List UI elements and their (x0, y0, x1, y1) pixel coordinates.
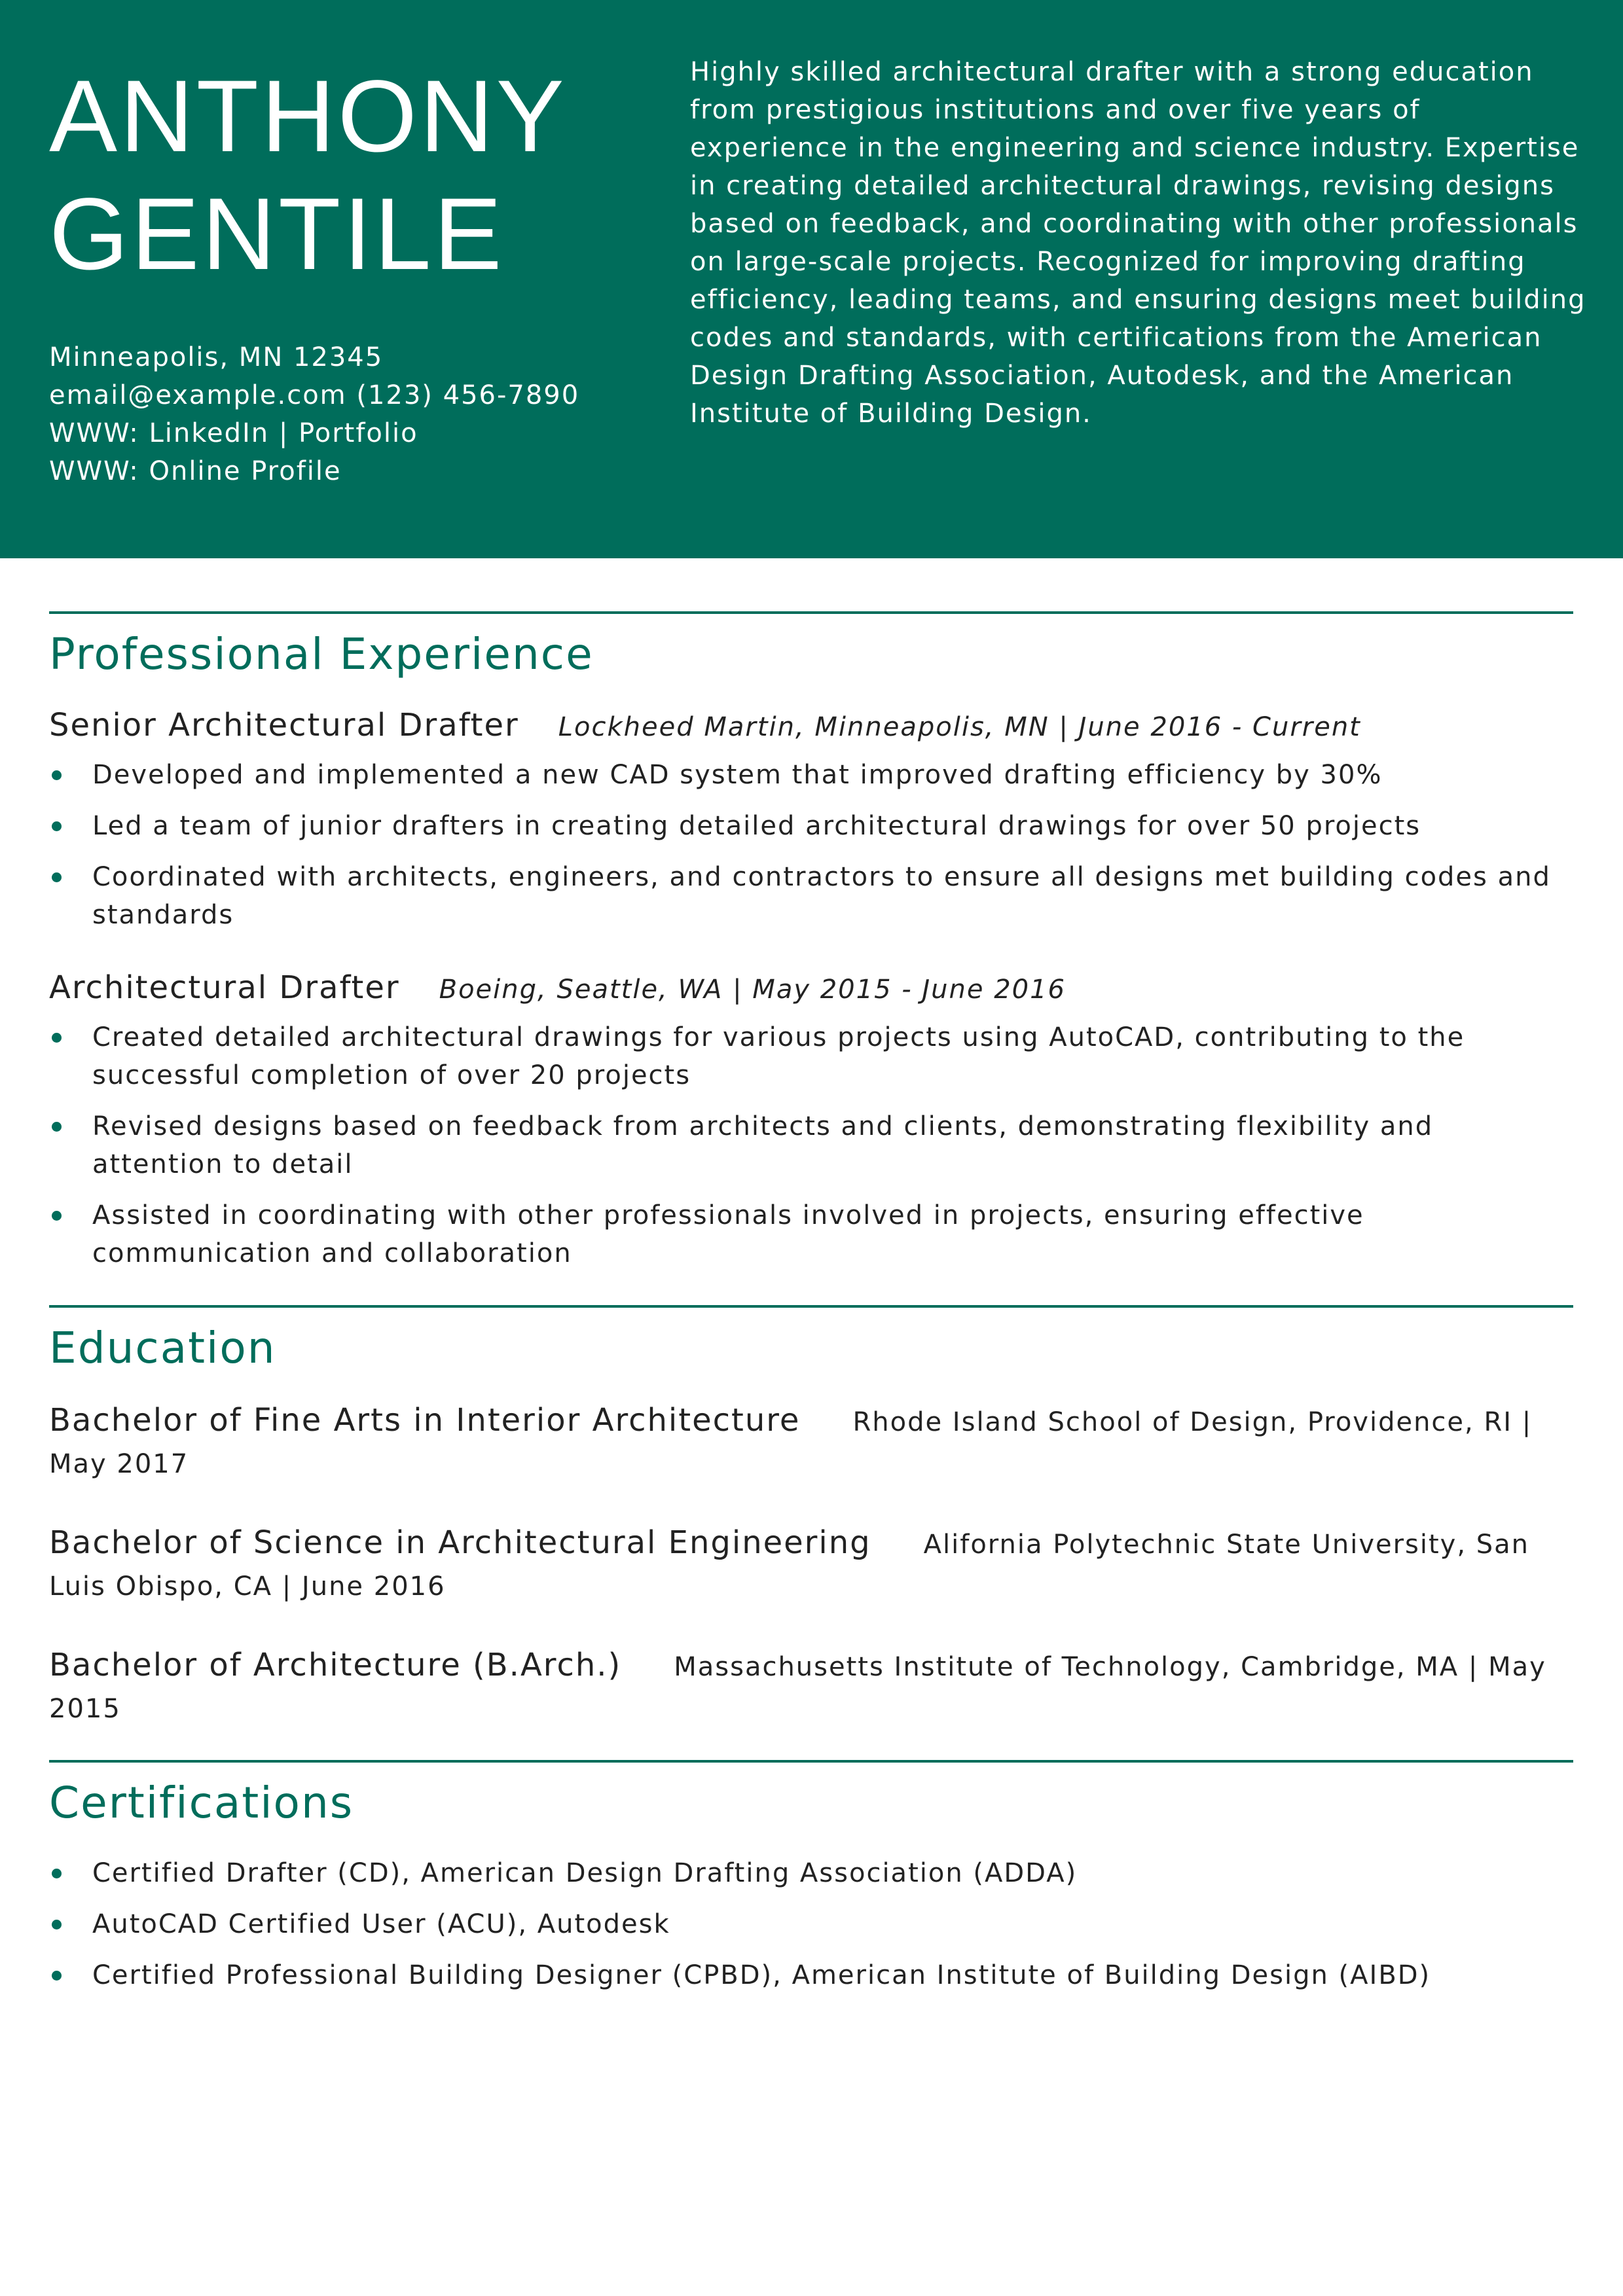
certification-list (49, 1854, 1573, 1994)
bullet-icon (52, 1211, 62, 1221)
bullet-icon (52, 1920, 62, 1929)
bullet-icon (52, 1033, 62, 1043)
certification-text: Certified Drafter (CD), American Design Drafting Association (ADDA) (92, 1858, 1078, 1888)
first-name: ANTHONY (49, 60, 567, 173)
degree-details: Rhode Island School of Design, Providence, RI | May 2017 (49, 1407, 1533, 1479)
job-title: Senior Architectural Drafter (49, 707, 519, 744)
last-name: GENTILE (49, 177, 505, 291)
experience-section (49, 611, 1573, 1305)
degree-details: Massachusetts Institute of Technology, Cambridge, MA | May 2015 (49, 1652, 1546, 1724)
certification-text: Certified Professional Building Designer (CPBD), American Institute of Building Design (AIBD) (92, 1960, 1431, 1990)
bullet-text: Created detailed architectural drawings for various projects using AutoCAD, contributing to the successful completion of over 20 projects (92, 1022, 1465, 1090)
bullet-text: Assisted in coordinating with other professionals involved in projects, ensuring effective communication and collaboration (92, 1200, 1364, 1268)
contact-www-links: WWW: LinkedIn | Portfolio (49, 418, 418, 448)
bullet-item (49, 858, 1573, 934)
contact-info (49, 338, 658, 490)
certification-item (49, 1956, 1573, 1994)
education-entry (49, 1522, 1573, 1607)
section-title-certifications: Certifications (49, 1778, 354, 1828)
contact-location: Minneapolis, MN 12345 (49, 342, 384, 372)
bullet-text: Led a team of junior drafters in creating detailed architectural drawings for over 50 projects (92, 811, 1421, 841)
job-entry (49, 968, 1573, 1272)
bullet-text: Coordinated with architects, engineers, and contractors to ensure all designs met building codes and standards (92, 862, 1551, 930)
degree-title: Bachelor of Fine Arts in Interior Architecture (49, 1402, 801, 1439)
certification-item (49, 1905, 1573, 1943)
contact-email-phone: email@example.com (123) 456-7890 (49, 380, 580, 410)
education-entry (49, 1399, 1573, 1485)
professional-summary: Highly skilled architectural drafter with a strong education from prestigious institutions and over five years of experience in the engineering and science industry. Expertise in creating detailed architectural drawings, revising designs based on feedback, and coordinating with other professionals on large-scale projects. Recognized for improving drafting efficiency, leading teams, and ensuring designs meet building codes and standards, with certifications from the American Design Drafting Association, Autodesk, and the American Institute of Building Design. (690, 57, 1586, 429)
section-title-education: Education (49, 1323, 276, 1373)
job-entry (49, 706, 1573, 934)
bullet-item (49, 807, 1573, 845)
certification-text: AutoCAD Certified User (ACU), Autodesk (92, 1909, 670, 1939)
degree-title: Bachelor of Science in Architectural Engineering (49, 1524, 871, 1561)
job-bullets (49, 756, 1573, 934)
bullet-icon (52, 821, 62, 831)
contact-www-profile: WWW: Online Profile (49, 456, 342, 486)
bullet-item (49, 1107, 1573, 1183)
degree-details: Alifornia Polytechnic State University, San Luis Obispo, CA | June 2016 (49, 1530, 1530, 1602)
job-header (49, 706, 1573, 747)
bullet-text: Developed and implemented a new CAD system that improved drafting efficiency by 30% (92, 760, 1383, 790)
resume-body (49, 611, 1573, 2007)
bullet-icon (52, 872, 62, 882)
bullet-text: Revised designs based on feedback from architects and clients, demonstrating flexibility and attention to detail (92, 1111, 1434, 1179)
education-section (49, 1305, 1573, 1760)
section-spacer (49, 1730, 1573, 1760)
bullet-item (49, 1018, 1573, 1094)
certification-item (49, 1854, 1573, 1892)
bullet-item (49, 1196, 1573, 1272)
certifications-section (49, 1760, 1573, 1994)
job-header (49, 968, 1573, 1009)
section-spacer (49, 1285, 1573, 1305)
bullet-icon (52, 1122, 62, 1132)
job-bullets (49, 1018, 1573, 1272)
bullet-item (49, 756, 1573, 794)
section-title-experience: Professional Experience (49, 629, 594, 679)
header-banner (0, 0, 1623, 558)
job-meta: Boeing, Seattle, WA | May 2015 - June 2016 (439, 975, 1066, 1005)
degree-title: Bachelor of Architecture (B.Arch.) (49, 1647, 622, 1683)
bullet-icon (52, 1971, 62, 1981)
bullet-icon (52, 770, 62, 780)
bullet-icon (52, 1869, 62, 1878)
job-title: Architectural Drafter (49, 969, 400, 1006)
education-entry (49, 1644, 1573, 1730)
candidate-name (49, 58, 638, 293)
job-meta: Lockheed Martin, Minneapolis, MN | June 2016 - Current (558, 712, 1361, 742)
